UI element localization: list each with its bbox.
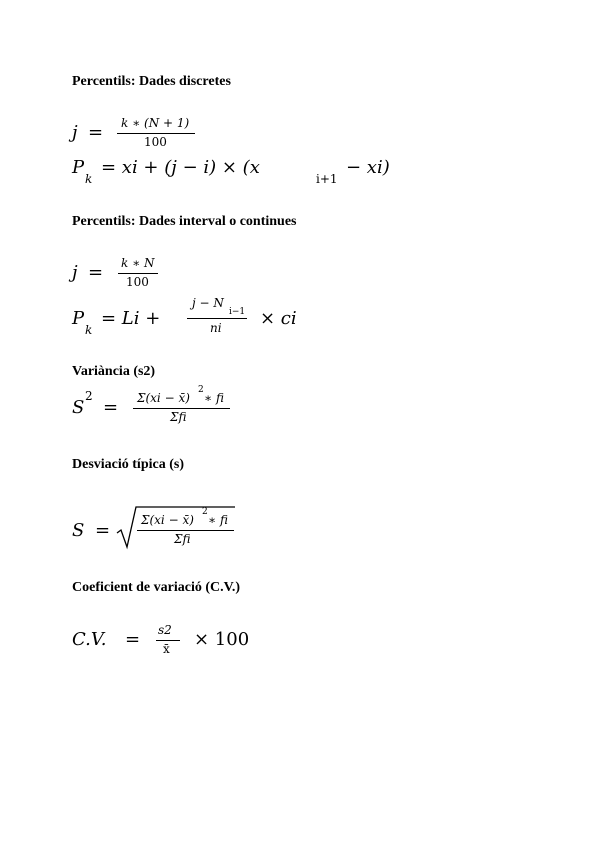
fraction-denominator: 100 bbox=[144, 135, 167, 149]
s-variable: S bbox=[72, 520, 85, 541]
equals-sign: = bbox=[95, 520, 111, 541]
equals-sign: = bbox=[125, 629, 141, 650]
fraction-bar bbox=[118, 273, 158, 274]
fraction-denominator: ni bbox=[210, 321, 222, 335]
s-variable: S bbox=[72, 397, 85, 418]
fraction-numerator: k ∗ (N + 1) bbox=[121, 116, 190, 130]
fraction-numerator: s2 bbox=[158, 623, 172, 637]
p-variable: P bbox=[72, 157, 85, 178]
fraction-bar bbox=[137, 530, 234, 531]
p-subscript: k bbox=[85, 323, 93, 337]
fraction-bar bbox=[187, 318, 247, 319]
cv-label: C.V. bbox=[72, 629, 107, 650]
fraction-bar bbox=[117, 133, 195, 134]
p-variable: P bbox=[72, 308, 85, 329]
x-subscript: i+1 bbox=[316, 172, 338, 186]
equals-sign: = bbox=[88, 122, 104, 143]
fraction-numerator: Σ(xi − x̄) bbox=[137, 391, 190, 405]
j-variable: j bbox=[72, 122, 78, 143]
fraction-denominator: Σfi bbox=[170, 410, 187, 424]
p-subscript: k bbox=[85, 172, 93, 186]
pk-expression: = xi + (j − i) × (x bbox=[101, 157, 260, 178]
fraction-bar bbox=[156, 640, 180, 641]
heading-variancia: Variància (s2) bbox=[72, 364, 156, 379]
equals-sign: = bbox=[103, 397, 119, 418]
fraction-denominator: 100 bbox=[126, 275, 149, 289]
cv-tail: × 100 bbox=[194, 629, 250, 650]
pk-expression-tail: − xi) bbox=[346, 157, 390, 178]
fraction-numerator: k ∗ N bbox=[121, 256, 155, 270]
fraction-bar bbox=[133, 408, 230, 409]
n-subscript: i−1 bbox=[229, 307, 246, 317]
pk-expression-tail: × ci bbox=[260, 308, 297, 329]
numerator-tail: ∗ fi bbox=[208, 513, 228, 527]
heading-coeficient-variacio: Coeficient de variació (C.V.) bbox=[72, 580, 241, 595]
s-superscript: 2 bbox=[85, 389, 93, 403]
numerator-tail: ∗ fi bbox=[204, 391, 224, 405]
fraction-numerator: j − N bbox=[192, 296, 224, 310]
heading-percentils-interval: Percentils: Dades interval o continues bbox=[72, 214, 297, 229]
equals-sign: = bbox=[88, 262, 104, 283]
numerator-superscript: 2 bbox=[198, 385, 204, 395]
numerator-superscript: 2 bbox=[202, 507, 208, 517]
pk-expression: = Li + bbox=[101, 308, 161, 329]
heading-desviacio-tipica: Desviació típica (s) bbox=[72, 457, 184, 472]
heading-percentils-discretes: Percentils: Dades discretes bbox=[72, 74, 231, 89]
fraction-denominator: Σfi bbox=[174, 532, 191, 546]
fraction-numerator: Σ(xi − x̄) bbox=[141, 513, 194, 527]
fraction-denominator: x̄ bbox=[163, 642, 170, 656]
j-variable: j bbox=[72, 262, 78, 283]
